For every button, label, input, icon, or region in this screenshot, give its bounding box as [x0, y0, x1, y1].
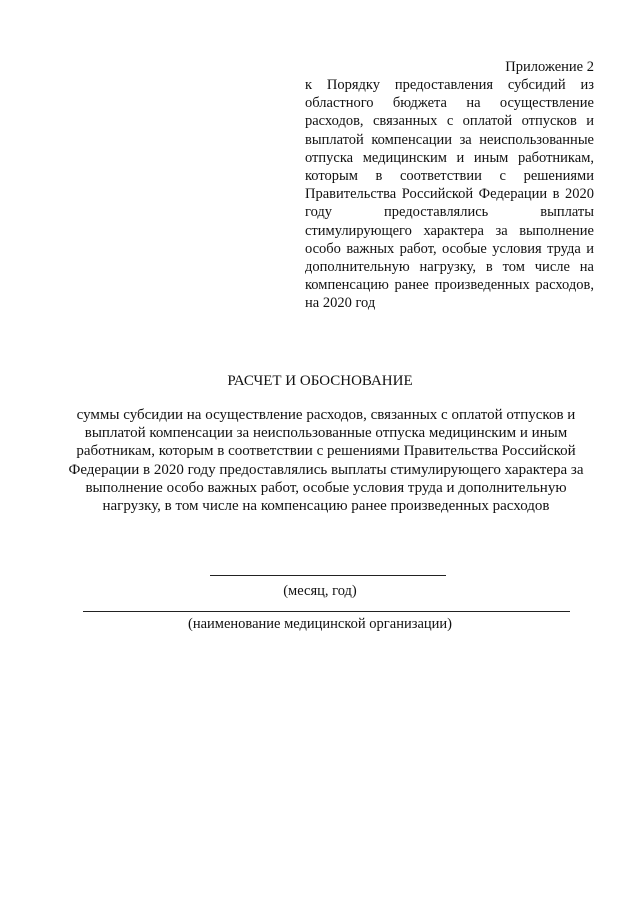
month-year-line: [210, 575, 446, 576]
document-heading: РАСЧЕТ И ОБОСНОВАНИЕ: [227, 373, 413, 389]
organization-name-line: [83, 611, 570, 612]
organization-name-caption: (наименование медицинской организации): [188, 616, 452, 632]
appendix-body: к Порядку предоставления субсидий из областного бюджета на осуществление расходов, связанных с оплатой отпусков и выплатой компенсации за неиспользованные отпуска медицинским и иным работникам, которым в соответствии с решениями Правительства Российской Федерации в 2020 году предоставлялись выплаты стимулирующего характера за выполнение особо важных работ, особые условия труда и дополнительную нагрузку, в том числе на компенсацию ранее произведенных расходов, на 2020 год: [305, 77, 594, 312]
document-subtitle: суммы субсидии на осуществление расходов, связанных с оплатой отпусков и выплатой компенсации за неиспользованные отпуска медицинским и иным работникам, которым в соответствии с решениями Правительства Российской Федерации в 2020 году предоставлялись выплаты стимулирующего характера за выполнение особо важных работ, особые условия труда и дополнительную нагрузку, в том числе на компенсацию ранее произведенных расходов: [68, 407, 584, 515]
appendix-title: Приложение 2: [505, 59, 594, 75]
month-year-caption: (месяц, год): [283, 583, 357, 599]
